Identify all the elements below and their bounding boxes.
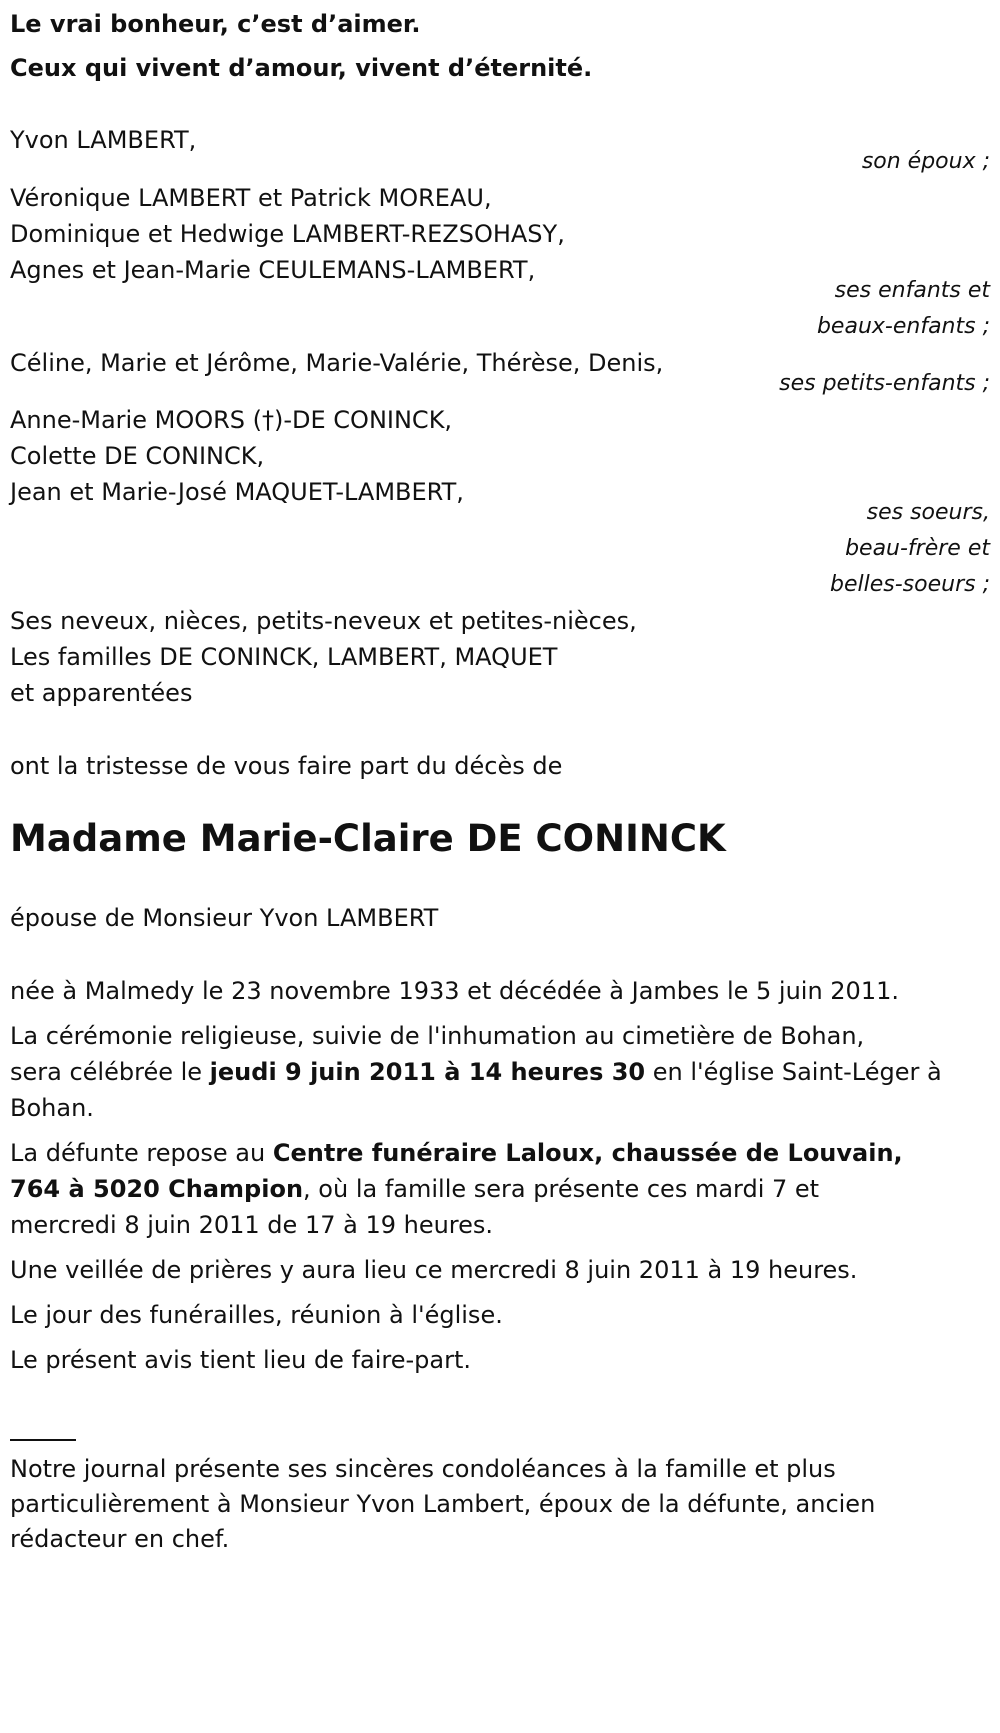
siblings-role-line-1: ses soeurs, xyxy=(866,500,990,525)
rest-line-1: La défunte repose au Centre funéraire Laloux, chaussée de Louvain, xyxy=(10,1139,903,1167)
children-line-1: Véronique LAMBERT et Patrick MOREAU, xyxy=(10,184,492,212)
children-role-line-2: beaux-enfants ; xyxy=(816,314,990,339)
condolences-line-3: rédacteur en chef. xyxy=(10,1525,230,1553)
quote-line-1: Le vrai bonheur, c’est d’aimer. xyxy=(10,10,421,38)
grandchildren: Céline, Marie et Jérôme, Marie-Valérie, Thérèse, Denis, xyxy=(10,349,664,377)
funeral-center-name: Centre funéraire Laloux, chaussée de Louvain, xyxy=(272,1139,903,1167)
siblings-line-2: Colette DE CONINCK, xyxy=(10,442,265,470)
siblings-line-1: Anne-Marie MOORS (†)-DE CONINCK, xyxy=(10,406,453,434)
ceremony-line-3: Bohan. xyxy=(10,1094,94,1122)
extended-family-line-3: et apparentées xyxy=(10,679,193,707)
siblings-role-line-3: belles-soeurs ; xyxy=(830,572,990,597)
funeral-center-address: 764 à 5020 Champion xyxy=(10,1175,304,1203)
grandchildren-role: ses petits-enfants ; xyxy=(779,371,990,396)
rest-line-2: 764 à 5020 Champion, où la famille sera présente ces mardi 7 et xyxy=(10,1175,820,1203)
ceremony-line-2: sera célébrée le jeudi 9 juin 2011 à 14 heures 30 en l'église Saint-Léger à xyxy=(10,1058,942,1086)
rest-line-3: mercredi 8 juin 2011 de 17 à 19 heures. xyxy=(10,1211,494,1239)
spouse-of: épouse de Monsieur Yvon LAMBERT xyxy=(10,904,439,932)
condolences-line-1: Notre journal présente ses sincères condoléances à la famille et plus xyxy=(10,1455,836,1483)
spouse-name: Yvon LAMBERT, xyxy=(10,126,197,154)
funeral-day: Le jour des funérailles, réunion à l'église. xyxy=(10,1301,503,1329)
condolences-line-2: particulièrement à Monsieur Yvon Lambert, époux de la défunte, ancien xyxy=(10,1490,876,1518)
birth-death: née à Malmedy le 23 novembre 1933 et décédée à Jambes le 5 juin 2011. xyxy=(10,977,899,1005)
siblings-role-line-2: beau-frère et xyxy=(845,536,990,561)
announcement: ont la tristesse de vous faire part du décès de xyxy=(10,752,563,780)
notice: Le présent avis tient lieu de faire-part. xyxy=(10,1346,472,1374)
quote-line-2: Ceux qui vivent d’amour, vivent d’éternité. xyxy=(10,54,593,82)
vigil: Une veillée de prières y aura lieu ce mercredi 8 juin 2011 à 19 heures. xyxy=(10,1256,858,1284)
siblings-line-3: Jean et Marie-José MAQUET-LAMBERT, xyxy=(10,478,464,506)
separator-line xyxy=(10,1439,76,1441)
ceremony-line-1: La cérémonie religieuse, suivie de l'inhumation au cimetière de Bohan, xyxy=(10,1022,865,1050)
ceremony-datetime: jeudi 9 juin 2011 à 14 heures 30 xyxy=(209,1058,646,1086)
children-line-3: Agnes et Jean-Marie CEULEMANS-LAMBERT, xyxy=(10,256,536,284)
spouse-role: son époux ; xyxy=(861,149,990,174)
extended-family-line-2: Les familles DE CONINCK, LAMBERT, MAQUET xyxy=(10,643,558,671)
deceased-name: Madame Marie-Claire DE CONINCK xyxy=(10,817,726,860)
children-role-line-1: ses enfants et xyxy=(834,278,990,303)
children-line-2: Dominique et Hedwige LAMBERT-REZSOHASY, xyxy=(10,220,565,248)
extended-family-line-1: Ses neveux, nièces, petits-neveux et petites-nièces, xyxy=(10,607,637,635)
